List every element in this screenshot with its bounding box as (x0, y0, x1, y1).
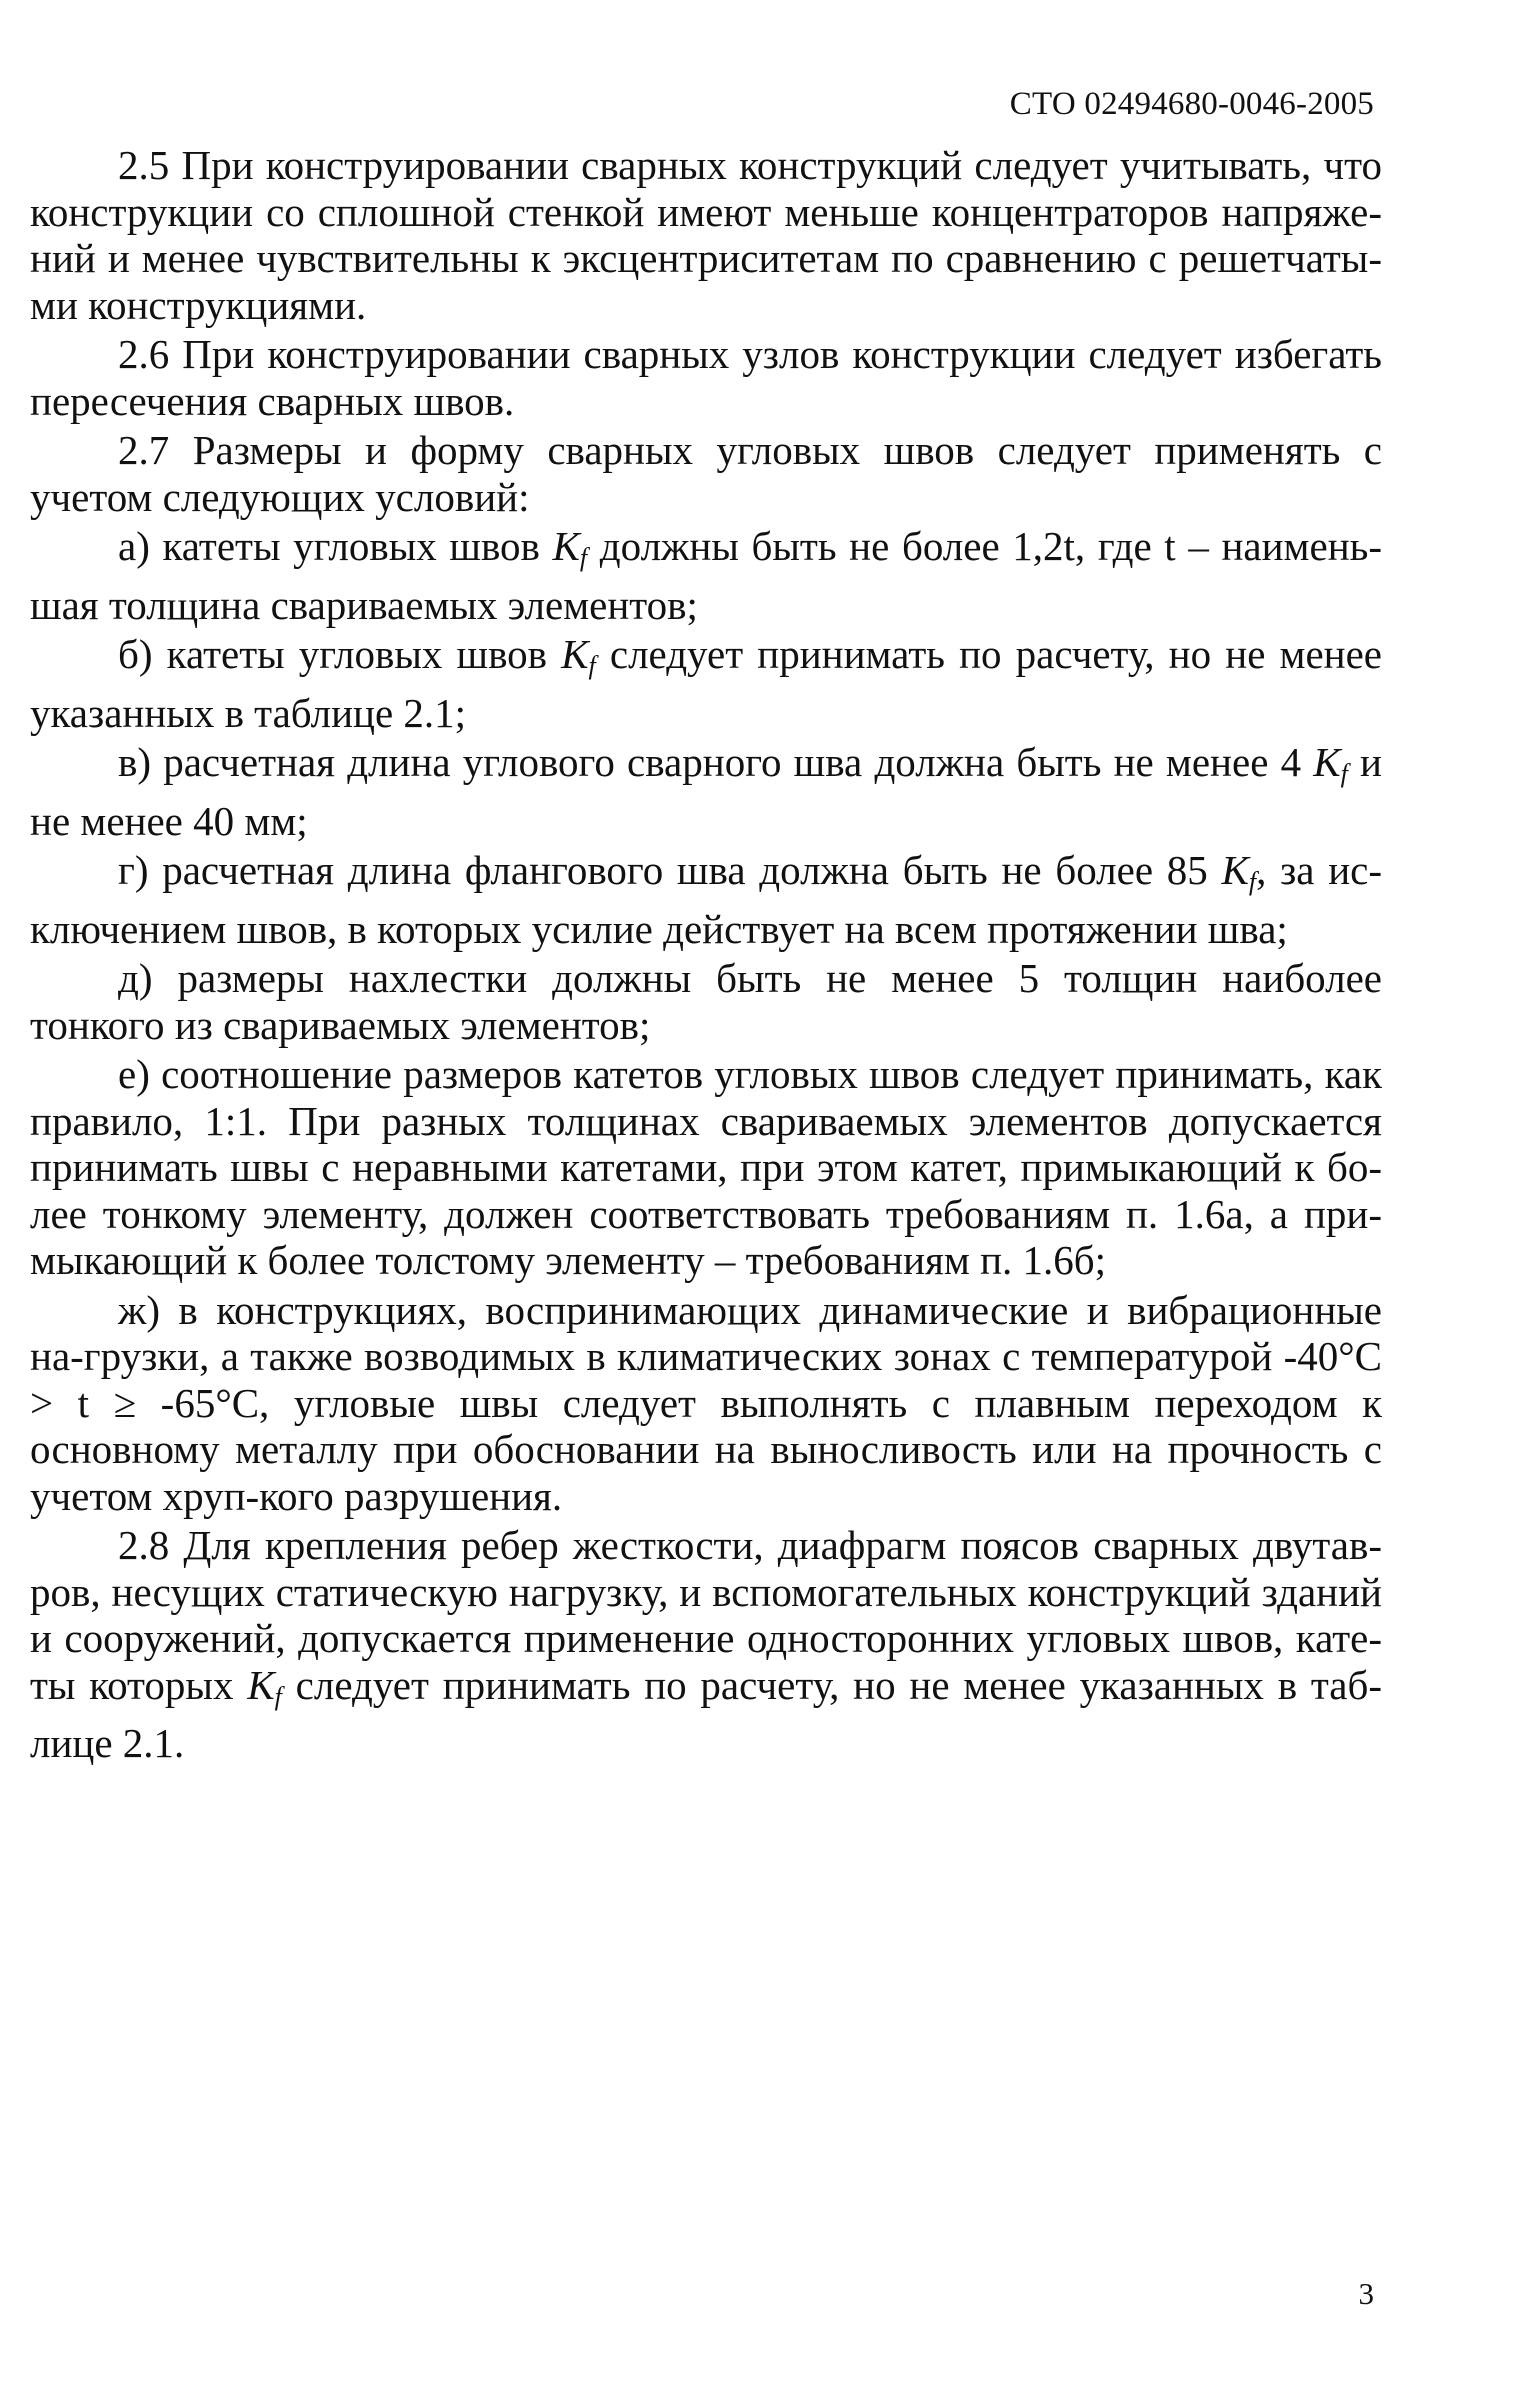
list-item-v: в) расчетная длина углового сварного шва должна быть не менее 4 $K_f$ и не менее 40 мм; (30, 739, 1382, 844)
kf-symbol: $K_f$ (1221, 847, 1257, 896)
body-text (30, 142, 1382, 1767)
kf-symbol: $K_f$ (561, 631, 596, 680)
document-code-header: СТО 02494680-0046-2005 (1009, 86, 1374, 122)
list-item-d: д) размеры нахлестки должны быть не менее 5 толщин наиболее тонкого из свариваемых элементов; (30, 955, 1382, 1048)
kf-symbol: $K_f$ (552, 523, 588, 572)
page-number: 3 (1358, 2276, 1374, 2311)
list-item-g: г) расчетная длина флангового шва должна быть не более 85 $K_f$, за ис-ключением швов, в которых усилие действует на всем протяжении шва; (30, 847, 1382, 952)
list-item-a: а) катеты угловых швов $K_f$ должны быть не более 1,2t, где t – наимень-шая толщина свариваемых элементов; (30, 523, 1382, 628)
kf-symbol: $K_f$ (1313, 739, 1348, 788)
paragraph-2-7: 2.7 Размеры и форму сварных угловых швов следует применять с учетом следующих условий: (30, 427, 1382, 520)
paragraph-2-5: 2.5 При конструировании сварных конструкций следует учитывать, что конструкции со сплошной стенкой имеют меньше концентраторов напряже-ний и менее чувствительны к эксцентриситетам по сравнению с решетчаты-ми конструкциями. (30, 142, 1382, 328)
list-item-zh: ж) в конструкциях, воспринимающих динамические и вибрационные на-грузки, а также возводимых в климатических зонах с температурой -40°С > t ≥ -65°С, угловые швы следует выполнять с плавным переходом к основному металлу при обосновании на выносливость или на прочность с учетом хруп-кого разрушения. (30, 1286, 1382, 1519)
list-item-e: е) соотношение размеров катетов угловых швов следует принимать, как правило, 1:1. При разных толщинах свариваемых элементов допускается принимать швы с неравными катетами, при этом катет, примыкающий к бо-лее тонкому элементу, должен соответствовать требованиям п. 1.6а, а при-мыкающий к более толстому элементу – требованиям п. 1.6б; (30, 1051, 1382, 1283)
paragraph-2-6: 2.6 При конструировании сварных узлов конструкции следует избегать пересечения сварных швов. (30, 331, 1382, 424)
paragraph-2-8: 2.8 Для крепления ребер жесткости, диафрагм поясов сварных двутав-ров, несущих статическую нагрузку, и вспомогательных конструкций зданий и сооружений, допускается применение односторонних угловых швов, кате-ты которых $K_f$ следует принимать по расчету, но не менее указанных в таб-лице 2.1. (30, 1522, 1382, 1766)
list-item-b: б) катеты угловых швов $K_f$ следует принимать по расчету, но не менее указанных в таблице 2.1; (30, 631, 1382, 736)
kf-symbol: $K_f$ (247, 1661, 282, 1711)
